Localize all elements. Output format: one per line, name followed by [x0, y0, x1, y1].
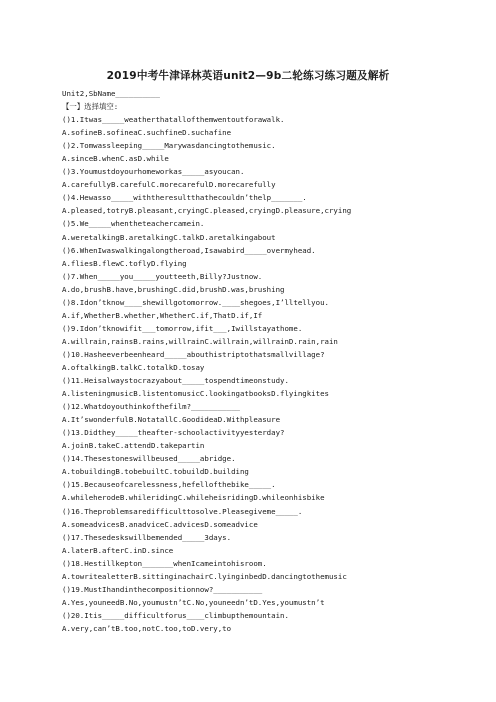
options-line: A.tobuildingB.tobebuiltC.tobuildD.building — [62, 467, 249, 477]
question-line: ()3.Youmustdoyourhomeworkas_____asyoucan. — [62, 167, 245, 177]
options-line: A.sinceB.whenC.asD.while — [62, 154, 169, 164]
options-line: A.fliesB.flewC.toflyD.flying — [62, 258, 187, 268]
question-line: ()14.Thesestoneswillbeused_____abridge. — [62, 454, 236, 464]
header-line: Unit2,SbName__________ — [62, 89, 160, 98]
options-line: A.very,can’tB.too,notC.too,toD.very,to — [62, 623, 232, 633]
options-line: A.if,WhetherB.whether,WhetherC.if,ThatD.if,If — [62, 310, 263, 320]
question-line: ()8.Idon’tknow____shewillgotomorrow.____shegoes,I’lltellyou. — [62, 297, 329, 307]
question-line: ()13.Didthey_____theafter-schoolactivityyesterday? — [62, 428, 285, 438]
question-line: ()5.We_____whentheteachercamein. — [62, 219, 205, 229]
options-line: A.It’swonderfulB.NotatallC.GoodideaD.Withpleasure — [62, 415, 281, 425]
options-line: A.pleased,totryB.pleasant,cryingC.pleased,cryingD.pleasure,crying — [62, 206, 352, 216]
question-line: ()4.Hewasso_____withtheresultthathecouldn’thelp_______. — [62, 193, 307, 203]
section-heading: 【一】选择填空: — [62, 102, 119, 112]
options-line: A.joinB.takeC.attendD.takepartin — [62, 441, 205, 451]
question-line: ()20.Itis_____difficultforus____climbupthemountain. — [62, 610, 289, 620]
question-line: ()6.WhenIwaswalkingalongtheroad,Isawabird_____overmyhead. — [62, 245, 316, 255]
question-line: ()9.Idon’tknowifit___tomorrow,ifit___,Iwillstayathome. — [62, 323, 303, 333]
options-line: A.oftalkingB.talkC.totalkD.tosay — [62, 362, 205, 372]
document-body — [62, 87, 482, 635]
options-line: A.weretalkingB.aretalkingC.talkD.aretalkingabout — [62, 232, 276, 242]
options-line: A.whileherodeB.whileridingC.whileheisridingD.whileonhisbike — [62, 493, 325, 503]
question-line: ()10.Hasheeverbeenheard_____abouthistriptothatsmallvillage? — [62, 349, 325, 359]
options-line: A.laterB.afterC.inD.since — [62, 545, 174, 555]
options-line: A.willrain,rainsB.rains,willrainC.willrain,willrainD.rain,rain — [62, 336, 338, 346]
options-line: A.sofineB.sofineaC.suchfineD.suchafine — [62, 128, 232, 138]
options-line: A.do,brushB.have,brushingC.did,brushD.was,brushing — [62, 284, 285, 294]
question-line: ()17.Thesedeskswillbemended_____3days. — [62, 532, 232, 542]
question-line: ()1.Itwas_____weatherthatallofthemwentoutforawalk. — [62, 115, 285, 125]
question-line: ()7.When_____you_____youtteeth,Billy?Justnow. — [62, 271, 263, 281]
options-line: A.Yes,youneedB.No,youmustn’tC.No,youneedn’tD.Yes,youmustn’t — [62, 597, 325, 607]
question-line: ()11.Heisalwaystocrazyabout_____tospendtimeonstudy. — [62, 376, 289, 386]
question-line: ()18.Hestillkepton_______whenIcameintohisroom. — [62, 558, 267, 568]
options-line: A.listeningmusicB.listentomusicC.lookingatbooksD.flyingkites — [62, 389, 329, 399]
options-line: A.towritealetterB.sittinginachairC.lyinginbedD.dancingtothemusic — [62, 571, 347, 581]
question-line: ()19.MustIhandinthecompositionnow?___________ — [62, 584, 263, 594]
question-line: ()12.Whatdoyouthinkofthefilm?___________ — [62, 402, 240, 412]
question-line: ()2.Tomwassleeping_____Marywasdancingtothemusic. — [62, 141, 276, 151]
page-title: 2019中考牛津译林英语unit2—9b二轮练习练习题及解析 — [106, 70, 390, 82]
question-line: ()15.Becauseofcarelessness,hefellofthebike_____. — [62, 480, 276, 490]
options-line: A.carefullyB.carefulC.morecarefulD.morecarefully — [62, 180, 276, 190]
options-line: A.someadvicesB.anadviceC.advicesD.someadvice — [62, 519, 258, 529]
question-line: ()16.Theproblemsaredifficulttosolve.Pleasegiveme_____. — [62, 506, 303, 516]
